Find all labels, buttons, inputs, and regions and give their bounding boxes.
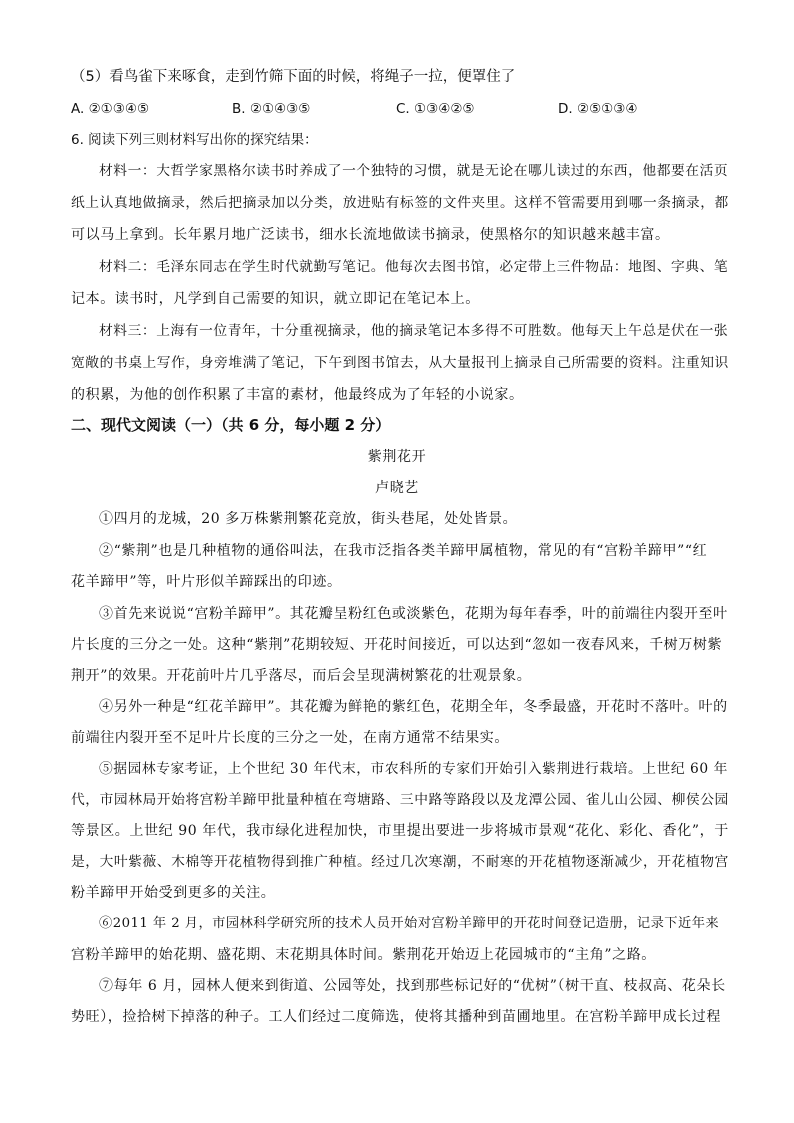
material1-line: 可以马上拿到。长年累月地广泛读书，细水长流地做读书摘录，使黑格尔的知识越来越丰富。 (71, 227, 670, 243)
question6-prompt: 6. 阅读下列三则材料写出你的探究结果： (71, 132, 318, 148)
paragraph-line: 片长度的三分之一处。这种“紫荆”花期较短、开花时间接近，可以达到“忽如一夜春风来，千树万树紫 (71, 637, 723, 653)
question5-step5: （5）看鸟雀下来啄食，走到竹筛下面的时候，将绳子一拉，便罩住了 (71, 69, 516, 85)
option-b: B. ②①④③⑤ (232, 101, 311, 117)
paragraph-line: 等景区。上世纪 90 年代，我市绿化进程加快，市里提出要进一步将城市景观“花化、彩化、香化”，于 (71, 823, 729, 839)
paragraph-line: ①四月的龙城，20 多万株紫荆繁花竞放，街头巷尾，处处皆景。 (99, 511, 518, 527)
option-c: C. ①③④②⑤ (396, 101, 475, 117)
paragraph-line: 前端往内裂开至不足叶片长度的三分之一处，在南方通常不结果实。 (71, 730, 509, 746)
paragraph-line: ⑦每年 6 月，园林人便来到街道、公园等处，找到那些标记好的“优树”（树干直、枝叔高、花朵长 (99, 978, 726, 994)
paragraph-line: 宫粉羊蹄甲的始花期、盛花期、末花期具体时间。紫荆花开始迈上花园城市的“主角”之路。 (71, 947, 656, 963)
option-d: D. ②⑤①③④ (558, 101, 638, 117)
paragraph-line: 代，市园林局开始将宫粉羊蹄甲批量种植在弯塘路、三中路等路段以及龙潭公园、雀儿山公园、柳侯公园 (71, 792, 729, 808)
option-a: A. ②①③④⑤ (71, 101, 150, 117)
material2-line: 记本。读书时，凡学到自己需要的知识，就立即记在笔记本上。 (71, 291, 480, 307)
material3-line: 材料三：上海有一位青年，十分重视摘录，他的摘录笔记本多得不可胜数。他每天上午总是伏在一张 (99, 323, 729, 339)
paragraph-line: ⑥2011 年 2 月，市园林科学研究所的技术人员开始对宫粉羊蹄甲的开花时间登记造册，记录下近年来 (99, 916, 720, 931)
paragraph-line: 荆开”的效果。开花前叶片几乎落尽，而后会呈现满树繁花的壮观景象。 (71, 668, 532, 684)
material3-line: 的积累，为他的创作积累了丰富的素材，他最终成为了年轻的小说家。 (71, 387, 524, 403)
article-title: 紫荆花开 (367, 449, 427, 465)
paragraph-line: 是，大叶紫薇、木棉等开花植物得到推广种植。经过几次寒潮，不耐寒的开花植物逐渐减少，开花植物宫 (71, 854, 729, 870)
section-heading: 二、现代文阅读（一）（共 6 分，每小题 2 分） (71, 416, 391, 434)
paragraph-line: ②“紫荆”也是几种植物的通俗叫法，在我市泛指各类羊蹄甲属植物，常见的有“宫粉羊蹄甲”“红 (99, 543, 708, 559)
article-author: 卢晓艺 (375, 480, 419, 496)
material2-line: 材料二：毛泽东同志在学生时代就勤写笔记。他每次去图书馆，必定带上三件物品：地图、字典、笔 (99, 259, 729, 275)
paragraph-line: 势旺），捡拾树下掉落的种子。工人们经过二度筛选，使将其播种到苗圃地里。在宫粉羊蹄甲成长过程 (71, 1009, 721, 1025)
paragraph-line: ④另外一种是“红花羊蹄甲”。其花瓣为鲜艳的紫红色，花期全年，冬季最盛，开花时不落叶。叶的 (99, 699, 728, 715)
paragraph-line: 花羊蹄甲”等，叶片形似羊蹄踩出的印迹。 (71, 574, 342, 590)
material1-line: 材料一：大哲学家黑格尔读书时养成了一个独特的习惯，就是无论在哪儿读过的东西，他都要在活页 (99, 163, 729, 179)
paragraph-line: ⑤据园林专家考证，上个世纪 30 年代末，市农科所的专家们开始引入紫荆进行栽培。上世纪 60 年 (99, 761, 728, 777)
paragraph-line: 粉羊蹄甲开始受到更多的关注。 (71, 885, 276, 901)
paragraph-line: ③首先来说说“宫粉羊蹄甲”。其花瓣呈粉红色或淡紫色，花期为每年春季，叶的前端往内裂开至叶 (99, 606, 728, 622)
material3-line: 宽敞的书桌上写作，身旁堆满了笔记，下午到图书馆去，从大量报刊上摘录自己所需要的资料。注重知识 (71, 355, 729, 371)
material1-line: 纸上认真地做摘录，然后把摘录加以分类，放进贴有标签的文件夹里。这样不管需要用到哪一条摘录，都 (71, 195, 729, 211)
